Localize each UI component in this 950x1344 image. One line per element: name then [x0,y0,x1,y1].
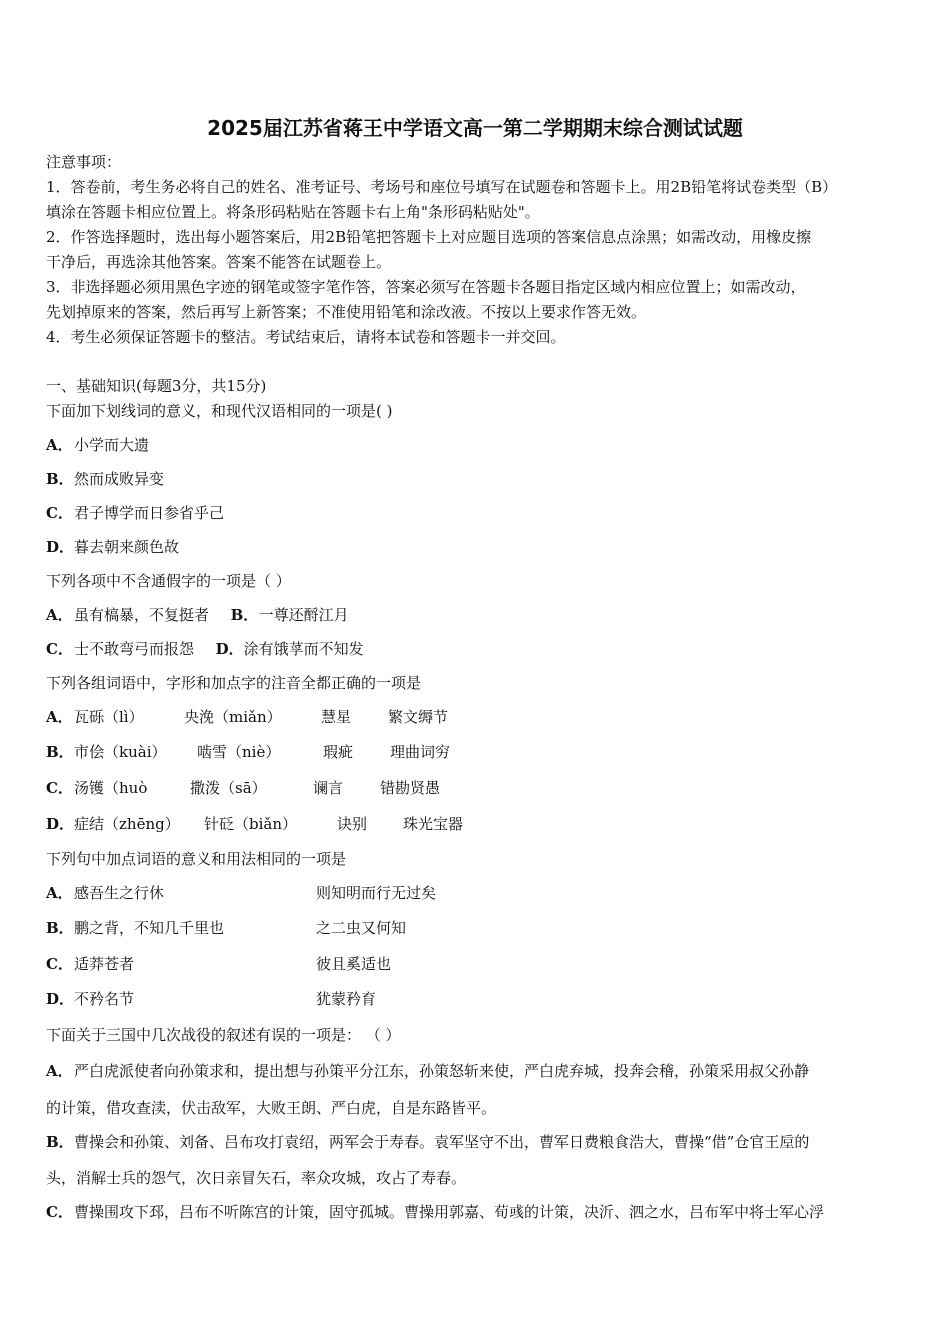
option-row [46,742,74,762]
option-item: 啮雪（niè） [197,743,281,761]
option-row [46,503,224,523]
option-text: 暮去朝来颜色故 [74,538,180,556]
option-item: 汤镬（huò [74,779,148,797]
option-label: C． [46,504,73,522]
option-text: 君子博学而日参省乎己 [74,504,225,522]
option-label: A． [46,436,73,454]
option-text-right: 之二虫又何知 [316,919,407,937]
option-label: D． [215,640,244,658]
notice-line: 先划掉原来的答案，然后再写上新答案；不准使用铅笔和涂改液。不按以上要求作答无效。 [46,303,647,321]
option-item: 撒泼（sā） [190,779,267,797]
option-label: C． [46,640,73,658]
question-stem: 下面关于三国中几次战役的叙述有误的一项是： （ ） [46,1026,401,1044]
option-label: C． [46,1203,73,1221]
option-label: C． [46,779,73,797]
option-label: D． [46,815,75,833]
option-text-right: 犹蒙矜育 [316,990,377,1008]
option-row [46,814,74,834]
option-label: B． [46,1133,74,1151]
notice-line: 3．非选择题必须用黑色字迹的钢笔或签字笔作答，答案必须写在答题卡各题目指定区域内相应位置上；如需改动， [46,278,806,296]
option-row [46,537,179,557]
option-item: 针砭（biǎn） [204,815,298,833]
notice-line: 2．作答选择题时，选出每小题答案后，用2B铅笔把答题卡上对应题目选项的答案信息点涂黑；如需改动，用橡皮擦 [46,228,812,246]
option-row [46,954,134,974]
option-text: 虽有槁暴，不复挺者 [74,606,210,624]
question-stem: 下面加下划线词的意义，和现代汉语相同的一项是( ) [46,402,393,420]
option-item: 诀别 [337,815,368,833]
option-label: A． [46,884,73,902]
question-stem: 下列句中加点词语的意义和用法相同的一项是 [46,850,347,868]
option-label: B． [46,743,74,761]
option-row [46,1202,824,1222]
notice-heading: 注意事项： [46,153,122,171]
option-text: 小学而大遗 [74,436,150,454]
option-text: 不矜名节 [74,990,135,1008]
option-item: 瑕疵 [323,743,354,761]
option-text: 士不敢弯弓而报怨 [74,640,195,658]
option-row [46,883,164,903]
option-item: 市侩（kuài） [74,743,167,761]
option-label: B． [46,470,74,488]
option-row [46,778,74,798]
option-text: 然而成败异变 [74,470,165,488]
option-row [46,1132,809,1152]
option-item: 央浼（miǎn） [184,708,282,726]
option-label: A． [46,1062,73,1080]
option-row [46,918,224,938]
notice-line: 填涂在答题卡相应位置上。将条形码粘贴在答题卡右上角"条形码粘贴处"。 [46,203,540,221]
section-heading: 一、基础知识(每题3分，共15分) [46,377,267,395]
option-text: 曹操会和孙策、刘备、吕布攻打袁绍，两军会于寿春。袁军坚守不出，曹军日费粮食浩大，曹操“借”仓官王垕的 [74,1133,810,1151]
option-item: 症结（zhēng） [74,815,180,833]
option-text-right: 则知明而行无过矣 [316,884,437,902]
option-label: B． [230,606,259,624]
option-row [46,989,134,1009]
option-label: D． [46,990,75,1008]
option-item: 理曲词穷 [390,743,451,761]
option-text: 一尊还酹江月 [258,606,349,624]
option-label: B． [46,919,74,937]
option-item: 谰言 [313,779,344,797]
notice-line: 干净后，再选涂其他答案。答案不能答在试题卷上。 [46,253,392,271]
option-text-continued: 的计策，借攻查渎，伏击敌军，大败王朗、严白虎，自是东路皆平。 [46,1099,497,1117]
option-row [46,469,164,489]
option-text: 曹操围攻下邳，吕布不听陈宫的计策，固守孤城。曹操用郭嘉、荀彧的计策，决沂、泗之水，吕布军中将士军心浮 [74,1203,825,1221]
option-row [46,605,349,625]
option-label: A． [46,606,73,624]
option-item: 错勘贤愚 [380,779,441,797]
notice-line: 1．答卷前，考生务必将自己的姓名、准考证号、考场号和座位号填写在试题卷和答题卡上。用2B铅笔将试卷类型（B） [46,178,838,196]
option-row [46,639,364,659]
option-item: 慧星 [321,708,352,726]
question-stem: 下列各组词语中，字形和加点字的注音全都正确的一项是 [46,674,422,692]
option-text-continued: 头，消解士兵的怨气，次日亲冒矢石，率众攻城，攻占了寿春。 [46,1169,467,1187]
option-row [46,435,149,455]
notice-line: 4．考生必须保证答题卡的整洁。考试结束后，请将本试卷和答题卡一并交回。 [46,328,566,346]
option-label: C． [46,955,73,973]
option-row [46,707,74,727]
exam-title: 2025届江苏省蒋王中学语文高一第二学期期末综合测试试题 [207,116,743,140]
option-text: 感吾生之行休 [74,884,165,902]
option-text: 严白虎派使者向孙策求和，提出想与孙策平分江东，孙策怒斩来使，严白虎弃城，投奔会稽，孙策采用叔父孙静 [74,1062,810,1080]
option-text: 鹏之背，不知几千里也 [74,919,225,937]
option-label: D． [46,538,75,556]
option-text: 适莽苍者 [74,955,135,973]
option-row [46,1061,809,1081]
option-item: 瓦砾（lì） [74,708,144,726]
option-item: 珠光宝器 [403,815,464,833]
option-label: A． [46,708,73,726]
option-text-right: 彼且奚适也 [316,955,392,973]
option-text: 涂有饿莩而不知发 [243,640,364,658]
option-item: 繁文缛节 [388,708,449,726]
question-stem: 下列各项中不含通假字的一项是（ ） [46,572,291,590]
